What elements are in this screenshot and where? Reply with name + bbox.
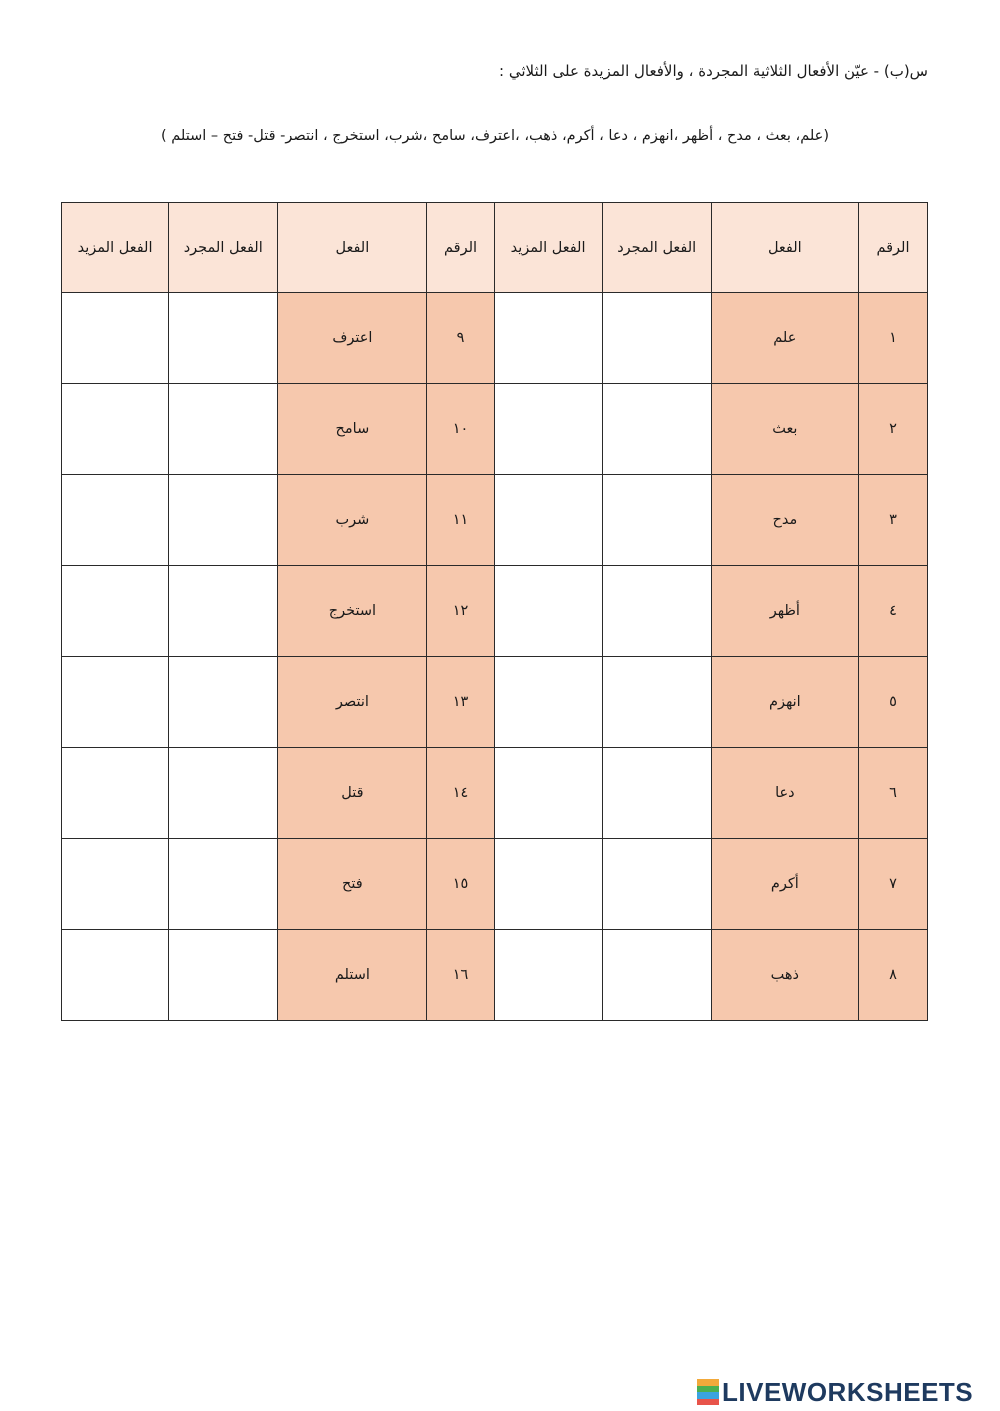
bare-answer-left-input[interactable]	[173, 674, 274, 730]
row-number-right: ١	[858, 293, 927, 384]
row-verb-left: قتل	[278, 748, 427, 839]
row-number-right: ٦	[858, 748, 927, 839]
header-bare-right: الفعل المجرد	[602, 203, 711, 293]
header-verb-left: الفعل	[278, 203, 427, 293]
bare-answer-left-input[interactable]	[173, 583, 274, 639]
augmented-answer-left[interactable]	[62, 475, 169, 566]
verbs-table	[61, 202, 928, 1021]
header-bare-left: الفعل المجرد	[169, 203, 278, 293]
row-verb-left: شرب	[278, 475, 427, 566]
augmented-answer-left-input[interactable]	[65, 947, 165, 1003]
bare-answer-right-input[interactable]	[606, 947, 707, 1003]
header-verb-right: الفعل	[711, 203, 858, 293]
row-number-left: ١٢	[427, 566, 494, 657]
bare-answer-left-input[interactable]	[173, 401, 274, 457]
bare-answer-right-input[interactable]	[606, 492, 707, 548]
row-number-right: ٤	[858, 566, 927, 657]
row-number-left: ١٣	[427, 657, 494, 748]
bare-answer-right-input[interactable]	[606, 674, 707, 730]
table-row	[62, 384, 928, 475]
question-text: س(ب) - عيّن الأفعال الثلاثية المجردة ، والأفعال المزيدة على الثلاثي :	[499, 62, 928, 80]
header-number-left: الرقم	[427, 203, 494, 293]
augmented-answer-right[interactable]	[494, 657, 602, 748]
header-number-right: الرقم	[858, 203, 927, 293]
augmented-answer-right-input[interactable]	[498, 492, 598, 548]
row-verb-right: بعث	[711, 384, 858, 475]
liveworksheets-logo	[697, 1376, 973, 1408]
bare-answer-left-input[interactable]	[173, 765, 274, 821]
row-number-left: ١٦	[427, 930, 494, 1021]
augmented-answer-left-input[interactable]	[65, 856, 165, 912]
table-header-row	[62, 203, 928, 293]
bare-answer-left[interactable]	[169, 657, 278, 748]
bare-answer-left-input[interactable]	[173, 856, 274, 912]
augmented-answer-right[interactable]	[494, 930, 602, 1021]
augmented-answer-right[interactable]	[494, 839, 602, 930]
row-number-left: ١١	[427, 475, 494, 566]
row-verb-right: انهزم	[711, 657, 858, 748]
bare-answer-left[interactable]	[169, 930, 278, 1021]
augmented-answer-left[interactable]	[62, 293, 169, 384]
augmented-answer-right-input[interactable]	[498, 856, 598, 912]
row-number-right: ٥	[858, 657, 927, 748]
row-number-left: ١٥	[427, 839, 494, 930]
row-verb-right: علم	[711, 293, 858, 384]
bare-answer-right[interactable]	[602, 930, 711, 1021]
row-verb-right: ذهب	[711, 930, 858, 1021]
augmented-answer-left-input[interactable]	[65, 583, 165, 639]
augmented-answer-left-input[interactable]	[65, 401, 165, 457]
augmented-answer-right-input[interactable]	[498, 674, 598, 730]
bare-answer-left[interactable]	[169, 475, 278, 566]
augmented-answer-right-input[interactable]	[498, 765, 598, 821]
augmented-answer-left[interactable]	[62, 930, 169, 1021]
row-verb-left: سامح	[278, 384, 427, 475]
word-bank: (علم، بعث ، مدح ، أظهر ،انهزم ، دعا ، أكرم، ذهب، ،اعترف، سامح ،شرب، استخرج ، انتصر- قتل- فتح – استلم )	[161, 128, 829, 144]
augmented-answer-right-input[interactable]	[498, 310, 598, 366]
row-verb-left: انتصر	[278, 657, 427, 748]
augmented-answer-left-input[interactable]	[65, 765, 165, 821]
augmented-answer-right[interactable]	[494, 566, 602, 657]
row-verb-right: أكرم	[711, 839, 858, 930]
row-number-right: ٧	[858, 839, 927, 930]
bare-answer-left[interactable]	[169, 839, 278, 930]
bare-answer-right[interactable]	[602, 657, 711, 748]
table-row	[62, 566, 928, 657]
row-verb-right: مدح	[711, 475, 858, 566]
bare-answer-right-input[interactable]	[606, 583, 707, 639]
augmented-answer-right-input[interactable]	[498, 583, 598, 639]
row-number-right: ٣	[858, 475, 927, 566]
bare-answer-left-input[interactable]	[173, 492, 274, 548]
bare-answer-right[interactable]	[602, 566, 711, 657]
row-verb-left: اعترف	[278, 293, 427, 384]
bare-answer-left[interactable]	[169, 566, 278, 657]
augmented-answer-left[interactable]	[62, 839, 169, 930]
augmented-answer-left-input[interactable]	[65, 492, 165, 548]
table-row	[62, 748, 928, 839]
row-number-right: ٨	[858, 930, 927, 1021]
row-number-left: ١٤	[427, 748, 494, 839]
augmented-answer-left-input[interactable]	[65, 310, 165, 366]
header-augmented-left: الفعل المزيد	[62, 203, 169, 293]
augmented-answer-right-input[interactable]	[498, 401, 598, 457]
row-verb-left: فتح	[278, 839, 427, 930]
row-verb-right: أظهر	[711, 566, 858, 657]
bare-answer-right[interactable]	[602, 384, 711, 475]
augmented-answer-right-input[interactable]	[498, 947, 598, 1003]
augmented-answer-right[interactable]	[494, 384, 602, 475]
bare-answer-right-input[interactable]	[606, 765, 707, 821]
bare-answer-right[interactable]	[602, 475, 711, 566]
augmented-answer-left-input[interactable]	[65, 674, 165, 730]
augmented-answer-left[interactable]	[62, 657, 169, 748]
augmented-answer-left[interactable]	[62, 384, 169, 475]
table-row	[62, 657, 928, 748]
row-verb-left: استخرج	[278, 566, 427, 657]
row-number-left: ١٠	[427, 384, 494, 475]
augmented-answer-right[interactable]	[494, 475, 602, 566]
augmented-answer-left[interactable]	[62, 566, 169, 657]
logo-mark-icon	[697, 1379, 719, 1405]
table-row	[62, 475, 928, 566]
row-verb-right: دعا	[711, 748, 858, 839]
augmented-answer-right[interactable]	[494, 748, 602, 839]
header-augmented-right: الفعل المزيد	[494, 203, 602, 293]
table-row	[62, 930, 928, 1021]
logo-stripe	[697, 1399, 719, 1406]
bare-answer-right[interactable]	[602, 839, 711, 930]
bare-answer-left-input[interactable]	[173, 310, 274, 366]
augmented-answer-right[interactable]	[494, 293, 602, 384]
bare-answer-right-input[interactable]	[606, 401, 707, 457]
augmented-answer-left[interactable]	[62, 748, 169, 839]
bare-answer-right-input[interactable]	[606, 856, 707, 912]
bare-answer-right[interactable]	[602, 748, 711, 839]
table-row	[62, 839, 928, 930]
logo-text: LIVEWORKSHEETS	[722, 1377, 974, 1407]
row-number-left: ٩	[427, 293, 494, 384]
bare-answer-right-input[interactable]	[606, 310, 707, 366]
bare-answer-left[interactable]	[169, 293, 278, 384]
row-verb-left: استلم	[278, 930, 427, 1021]
row-number-right: ٢	[858, 384, 927, 475]
bare-answer-left[interactable]	[169, 384, 278, 475]
bare-answer-left-input[interactable]	[173, 947, 274, 1003]
table-row	[62, 293, 928, 384]
bare-answer-right[interactable]	[602, 293, 711, 384]
bare-answer-left[interactable]	[169, 748, 278, 839]
